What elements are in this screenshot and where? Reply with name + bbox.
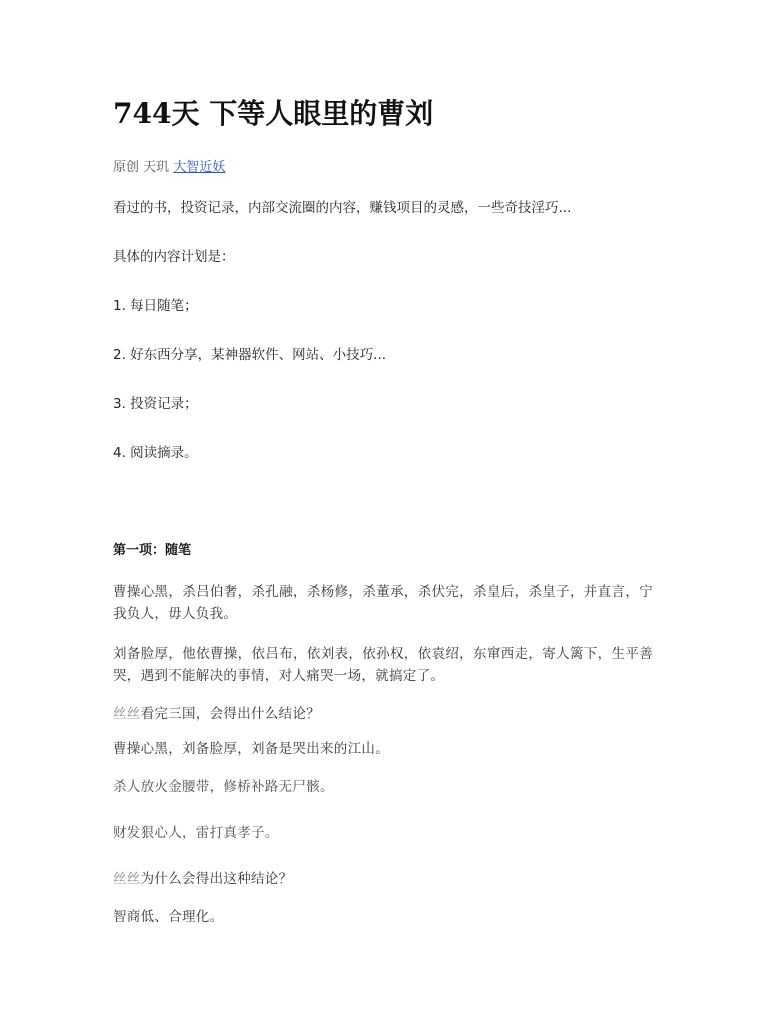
plan-item-4: 4. 阅读摘录。	[113, 445, 198, 461]
section-title: 第一项：随笔	[113, 543, 192, 558]
paragraph-question-2	[113, 868, 653, 890]
paragraph-cao-cao: 曹操心黑，杀吕伯奢，杀孔融，杀杨修，杀董承，杀伏完，杀皇后，杀皇子，并直言，宁我负人，毋人负我。	[113, 584, 653, 622]
paragraph-saying-2: 财发狠心人，雷打真孝子。	[113, 825, 279, 841]
highlight-term: 丝丝	[113, 871, 141, 887]
paragraph-question-1	[113, 703, 653, 725]
paragraph-conclusion: 曹操心黑，刘备脸厚，刘备是哭出来的江山。	[113, 741, 389, 757]
article-title: 744天 下等人眼里的曹刘	[113, 97, 434, 130]
paragraph-answer: 智商低、合理化。	[113, 909, 224, 925]
article-meta	[113, 156, 225, 175]
intro-text: 看过的书，投资记录，内部交流圈的内容，赚钱项目的灵感，一些奇技淫巧...	[113, 200, 572, 216]
highlight-term: 丝丝	[113, 706, 141, 722]
question-text: 看完三国，会得出什么结论？	[140, 706, 321, 722]
paragraph-liu-bei: 刘备脸厚，他依曹操，依吕布，依刘表，依孙权，依袁绍，东窜西走，寄人篱下，生平善哭，遇到不能解决的事情，对人痛哭一场，就搞定了。	[113, 646, 653, 684]
plan-item-2: 2. 好东西分享，某神器软件、网站、小技巧...	[113, 347, 387, 363]
plan-item-1: 1. 每日随笔；	[113, 298, 198, 314]
paragraph-saying-1: 杀人放火金腰带，修桥补路无尸骸。	[113, 779, 334, 795]
plan-heading: 具体的内容计划是：	[113, 249, 235, 265]
author-link[interactable]: 大智近妖	[173, 160, 226, 175]
original-tag: 原创	[113, 160, 140, 175]
account-name: 天玑	[143, 160, 170, 175]
plan-item-3: 3. 投资记录；	[113, 396, 198, 412]
question-text: 为什么会得出这种结论？	[140, 871, 293, 887]
